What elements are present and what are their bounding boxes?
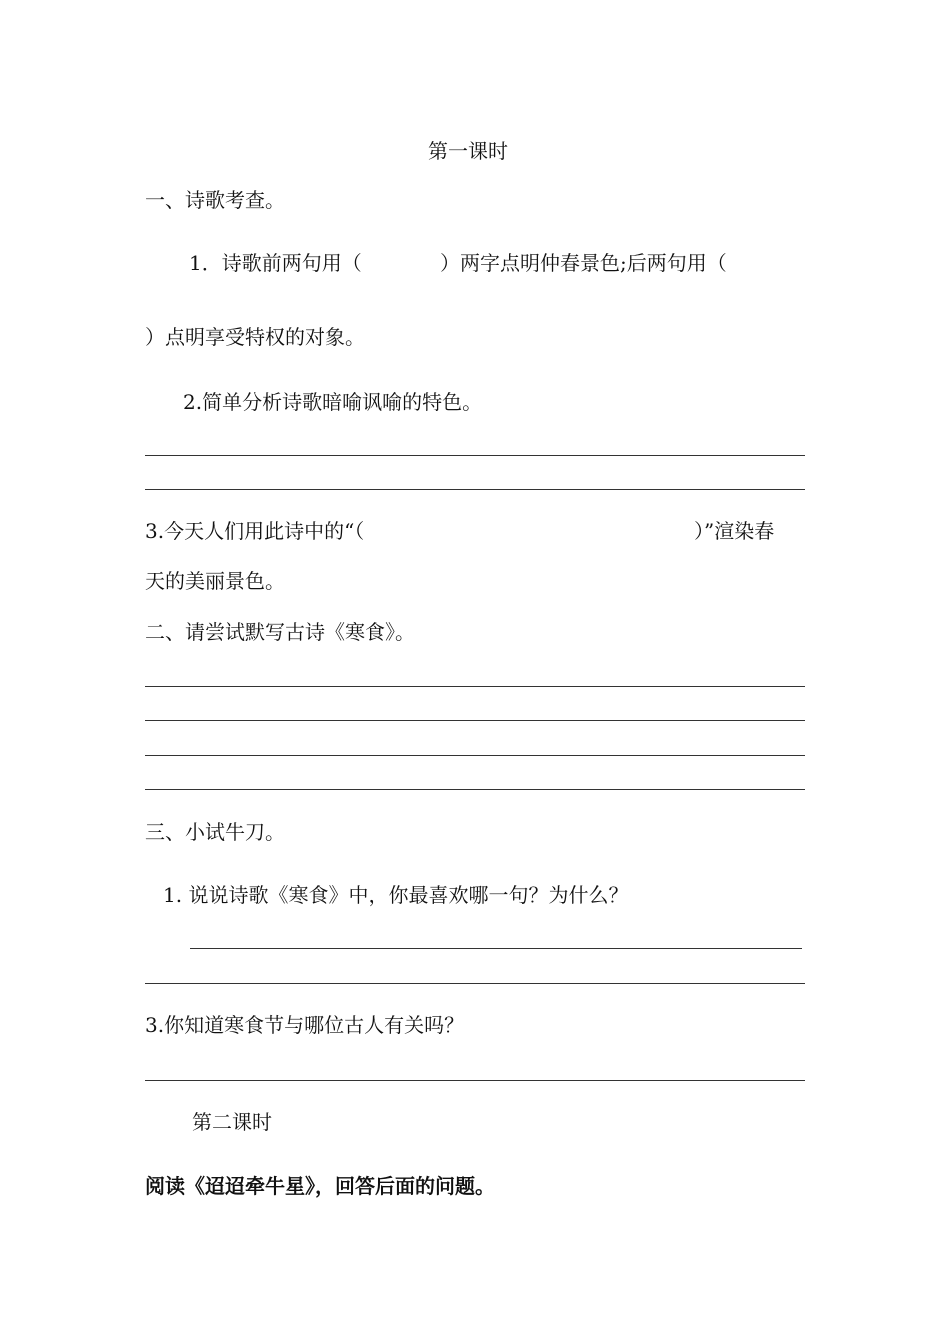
question2: 2.简单分析诗歌暗喻讽喻的特色。 (183, 390, 483, 414)
answer-line[interactable] (145, 720, 805, 721)
answer-line[interactable] (190, 948, 802, 949)
section3-question1: 1. 说说诗歌《寒食》中，你最喜欢哪一句？为什么？ (163, 883, 629, 907)
section2-heading: 二、请尝试默写古诗《寒食》。 (145, 620, 415, 644)
section1-heading: 一、诗歌考查。 (145, 188, 285, 212)
answer-line[interactable] (145, 755, 805, 756)
answer-line[interactable] (145, 455, 805, 456)
question3-part1: 3.今天人们用此诗中的“（ (145, 519, 365, 543)
answer-blank-1[interactable] (378, 251, 438, 275)
lesson2-title: 第二课时 (192, 1110, 272, 1134)
answer-line[interactable] (145, 789, 805, 790)
question1-part2: ）两字点明仲春景色;后两句用（ (440, 251, 727, 275)
question1-part1: 1．诗歌前两句用（ (189, 251, 362, 275)
question3-part2: ）”渲染春 (694, 519, 775, 543)
section3-question3: 3.你知道寒食节与哪位古人有关吗？ (145, 1013, 465, 1037)
answer-line[interactable] (145, 686, 805, 687)
answer-line[interactable] (145, 1080, 805, 1081)
lesson2-instruction: 阅读《迢迢牵牛星》，回答后面的问题。 (145, 1174, 495, 1198)
section3-heading: 三、小试牛刀。 (145, 820, 285, 844)
answer-blank-3[interactable] (410, 519, 690, 543)
answer-line[interactable] (145, 983, 805, 984)
answer-line[interactable] (145, 489, 805, 490)
question1-part3: ）点明享受特权的对象。 (145, 325, 365, 349)
lesson1-title: 第一课时 (428, 139, 508, 163)
question3-part3: 天的美丽景色。 (145, 569, 285, 593)
